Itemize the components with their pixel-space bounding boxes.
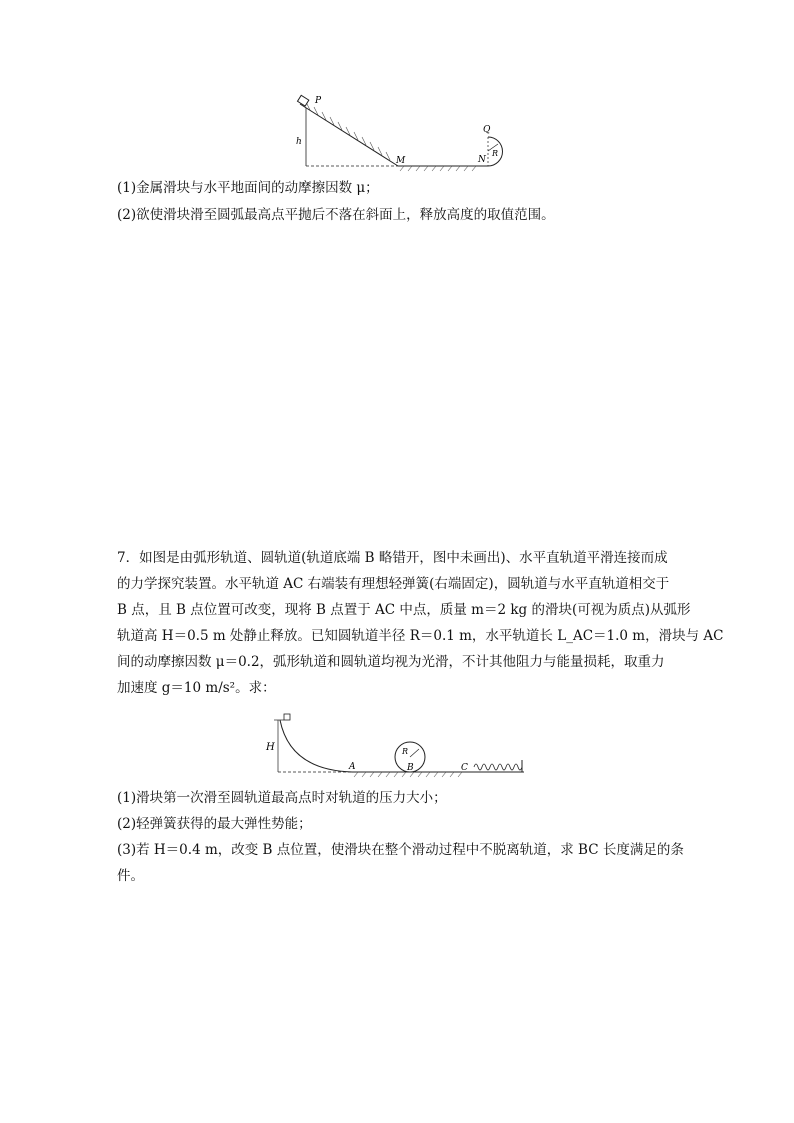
q7-stem-line: 7．如图是由弧形轨道、圆轨道(轨道底端 B 略错开，图中未画出)、水平直轨道平滑连接而成 [117,550,668,566]
ground-hatching [400,166,476,171]
q7-sub1: (1)滑块第一次滑至圆轨道最高点时对轨道的压力大小； [117,790,447,806]
q7-sub3-line1: (3)若 H＝0.4 m，改变 B 点位置，使滑块在整个滑动过程中不脱离轨道，求 BC 长度满足的条 [117,842,684,858]
arc-track [280,720,352,772]
q7-stem-line: B 点，且 B 点位置可改变，现将 B 点置于 AC 中点，质量 m＝2 kg 的滑块(可视为质点)从弧形 [117,602,691,618]
q7-sub2: (2)轻弹簧获得的最大弹性势能； [117,816,312,832]
q7-stem-line: 的力学探究装置。水平轨道 AC 右端装有理想轻弹簧(右端固定)，圆轨道与水平直轨道相交于 [117,576,670,592]
label-a: A [349,762,356,772]
label-r-radius: R [402,747,409,756]
incline-hatching [306,102,390,160]
label-h: h [296,137,302,147]
q7-stem-line: 加速度 g＝10 m/s²。求： [117,680,276,696]
label-m: M [396,156,406,166]
label-r: R [492,149,499,158]
label-b: B [407,763,414,773]
label-h-height: H [266,742,275,753]
label-p: P [315,96,322,106]
label-n: N [478,155,486,165]
q7-sub3-line2: 件。 [117,868,144,884]
loop-radius [410,749,419,757]
q7-stem [117,545,724,701]
label-q: Q [483,125,491,135]
label-c: C [461,763,468,773]
q7-stem-line: 间的动摩擦因数 μ＝0.2，弧形轨道和圆轨道均视为光滑，不计其他阻力与能量损耗，取重力 [117,654,665,670]
slider-block [284,714,290,720]
q6-sub1: (1)金属滑块与水平地面间的动摩擦因数 μ； [117,180,379,196]
q7-stem-line: 轨道高 H＝0.5 m 处静止释放。已知圆轨道半径 R＝0.1 m，水平轨道长 L_AC＝1.0 m，滑块与 AC [117,628,724,644]
incline-surface [300,104,398,166]
q6-sub2: (2)欲使滑块滑至圆弧最高点平抛后不落在斜面上，释放高度的取值范围。 [117,207,555,223]
figure-arc-loop-spring [262,712,530,778]
figure-incline-loop [280,92,520,172]
spring-coil [474,764,522,770]
